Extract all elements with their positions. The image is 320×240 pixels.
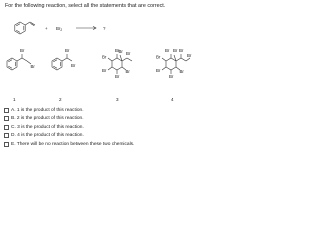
br-label: Br: [102, 54, 107, 60]
br-label: Br: [173, 48, 178, 53]
structure-number: 2: [59, 97, 62, 102]
option-c[interactable]: [4, 123, 196, 131]
br-label: Br: [115, 74, 120, 79]
option-b-label: B. 2 is the product of this reaction.: [11, 116, 84, 121]
br-label: Br: [156, 68, 161, 73]
br-label: Br: [125, 69, 130, 74]
structure-4: [162, 54, 190, 74]
bromine-reagent: $Br_2$: [56, 26, 63, 33]
checkbox-b[interactable]: [4, 116, 9, 121]
structure-2: [52, 54, 72, 70]
br-label: Br: [115, 48, 120, 53]
br-label: Br: [156, 54, 161, 60]
checkbox-e[interactable]: [4, 142, 9, 147]
option-b[interactable]: [4, 115, 196, 123]
br-label: Br: [118, 49, 123, 54]
structure-number: 4: [171, 97, 174, 102]
checkbox-d[interactable]: [4, 133, 9, 138]
option-d[interactable]: [4, 132, 196, 140]
br-label: Br: [71, 63, 76, 68]
br-label: Br: [165, 48, 170, 53]
br-label: Br: [179, 48, 184, 53]
option-c-label: C. 3 is the product of this reaction.: [11, 124, 84, 130]
br-label: Br: [187, 53, 192, 58]
br-label: Br: [169, 74, 174, 79]
option-e-label: E. There will be no reaction between these two chemicals.: [11, 141, 135, 147]
option-e[interactable]: [4, 140, 196, 148]
br-label: Br: [20, 48, 25, 53]
br-label: Br: [102, 68, 107, 73]
option-d-label: D. 4 is the product of this reaction.: [11, 133, 84, 138]
br-label: Br: [65, 48, 70, 53]
option-a-label: A. 1 is the product of this reaction.: [11, 107, 84, 113]
reaction-arrow: [76, 26, 96, 29]
br-label: Br: [30, 64, 35, 69]
plus-sign: +: [45, 26, 48, 31]
unknown-product: ?: [103, 26, 106, 31]
styrene-structure: [15, 22, 35, 34]
structure-number: 3: [116, 97, 119, 102]
structure-number: 1: [13, 97, 16, 102]
br-label: Br: [179, 69, 184, 74]
structures-figure: [0, 0, 200, 104]
question-text: For the following reaction, select all the statements that are correct.: [5, 3, 166, 9]
structure-1: [7, 54, 31, 70]
option-a[interactable]: [4, 106, 196, 114]
answer-options: [4, 106, 196, 149]
checkbox-a[interactable]: [4, 108, 9, 113]
br-label: Br: [126, 51, 131, 56]
checkbox-c[interactable]: [4, 125, 9, 130]
